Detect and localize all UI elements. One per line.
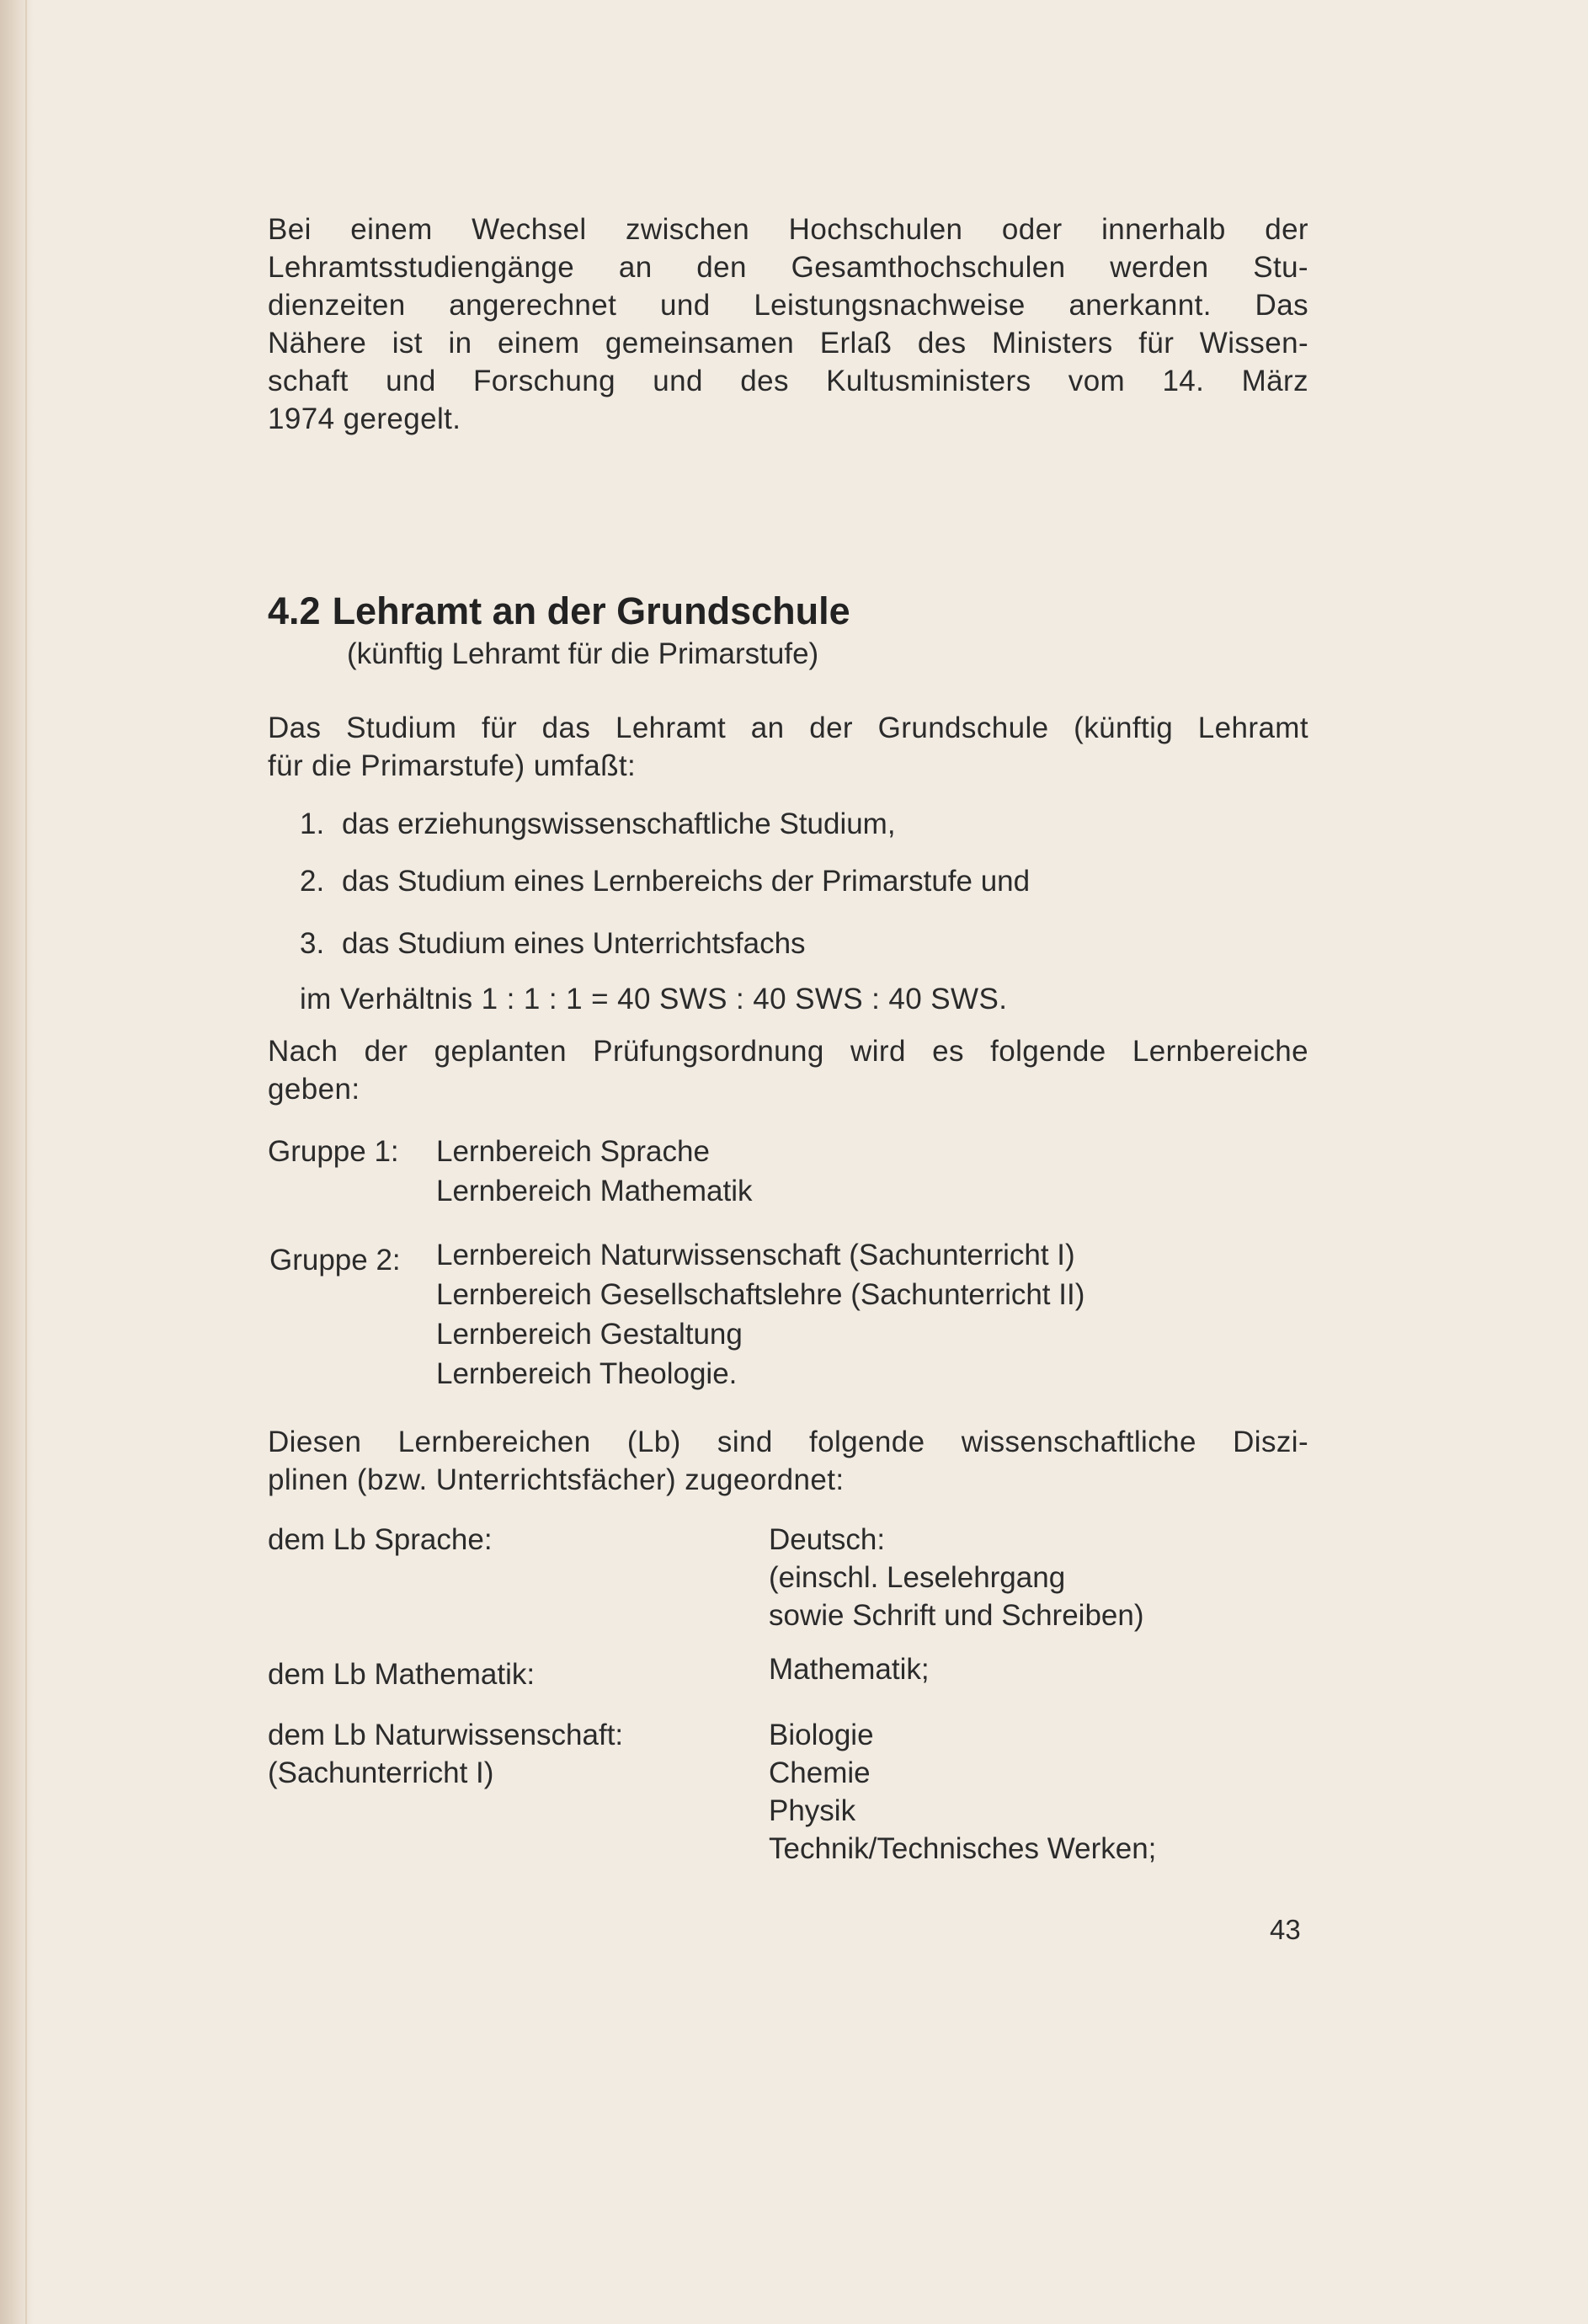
assignment-left [268,1655,535,1693]
list-item [300,925,806,962]
group-item: Lernbereich Theologie. [436,1357,738,1390]
assignment-value: sowie Schrift und Schreiben) [769,1599,1144,1632]
group-items [436,1132,752,1211]
list-item [300,805,896,843]
assignment-label: dem Lb Naturwissenschaft: [268,1719,624,1751]
assignment-value: Biologie [769,1719,874,1751]
assignment-left [268,1716,623,1792]
assignment-label: (Sachunterricht I) [268,1756,494,1789]
intro-line: Lehramtsstudiengänge an den Gesamthochschulen werden Stu- [268,251,1308,284]
assignment-value: Physik [769,1794,856,1827]
assignment-right [769,1521,1144,1634]
paragraph-studium [268,709,1308,785]
assignment-right [769,1650,930,1688]
intro-line: 1974 geregelt. [268,402,461,435]
group-item: Lernbereich Gestaltung [436,1318,743,1351]
intro-line: Bei einem Wechsel zwischen Hochschulen oder innerhalb der [268,213,1308,246]
paragraph-line: Nach der geplanten Prüfungsordnung wird es folgende Lernbereiche [268,1035,1308,1068]
list-text: das erziehungswissenschaftliche Studium, [342,808,896,840]
assignment-right [769,1716,1156,1868]
paragraph-line: plinen (bzw. Unterrichtsfächer) zugeordnet: [268,1463,845,1496]
list-number: 3. [300,927,325,960]
group-item: Lernbereich Mathematik [436,1175,753,1207]
paragraph-lernbereiche [268,1032,1308,1108]
assignment-value: Deutsch: [769,1523,886,1556]
group-items [436,1235,1084,1394]
ratio-line: im Verhältnis 1 : 1 : 1 = 40 SWS : 40 SWS : 40 SWS. [300,983,1008,1015]
list-text: das Studium eines Lernbereichs der Primarstufe und [342,865,1031,898]
paragraph-line: für die Primarstufe) umfaßt: [268,749,637,782]
section-heading [268,589,850,673]
paragraph-disziplinen [268,1423,1308,1499]
paragraph-line: Diesen Lernbereichen (Lb) sind folgende wissenschaftliche Diszi- [268,1426,1308,1458]
assignment-value: Mathematik; [769,1653,930,1686]
assignment-value: (einschl. Leselehrgang [769,1561,1066,1594]
page-number: 43 [1270,1914,1301,1945]
intro-paragraph [268,211,1308,438]
list-item [300,862,1030,900]
group-item: Lernbereich Sprache [436,1135,710,1168]
list-text: das Studium eines Unterrichtsfachs [342,927,806,960]
assignment-label: dem Lb Sprache: [268,1523,493,1556]
book-spine-shadow [0,0,34,2324]
section-title: Lehramt an der Grundschule [332,589,850,632]
assignment-value: Technik/Technisches Werken; [769,1832,1157,1865]
group-label: Gruppe 2: [269,1244,401,1277]
assignment-left [268,1521,493,1559]
intro-line: schaft und Forschung und des Kultusministers vom 14. März [268,365,1308,397]
section-number: 4.2 [268,589,321,632]
list-number: 2. [300,865,325,898]
paragraph-line: Das Studium für das Lehramt an der Grundschule (künftig Lehramt [268,712,1308,744]
section-subtitle: (künftig Lehramt für die Primarstufe) [347,637,819,670]
assignment-label: dem Lb Mathematik: [268,1658,536,1691]
group-item: Lernbereich Naturwissenschaft (Sachunterricht I) [436,1239,1075,1271]
paragraph-line: geben: [268,1073,360,1106]
assignment-value: Chemie [769,1756,871,1789]
group-item: Lernbereich Gesellschaftslehre (Sachunterricht II) [436,1278,1085,1311]
intro-line: dienzeiten angerechnet und Leistungsnachweise anerkannt. Das [268,289,1308,322]
spine-edge [25,0,27,2324]
intro-line: Nähere ist in einem gemeinsamen Erlaß des Ministers für Wissen- [268,327,1308,360]
list-number: 1. [300,808,325,840]
group-label: Gruppe 1: [268,1135,399,1168]
